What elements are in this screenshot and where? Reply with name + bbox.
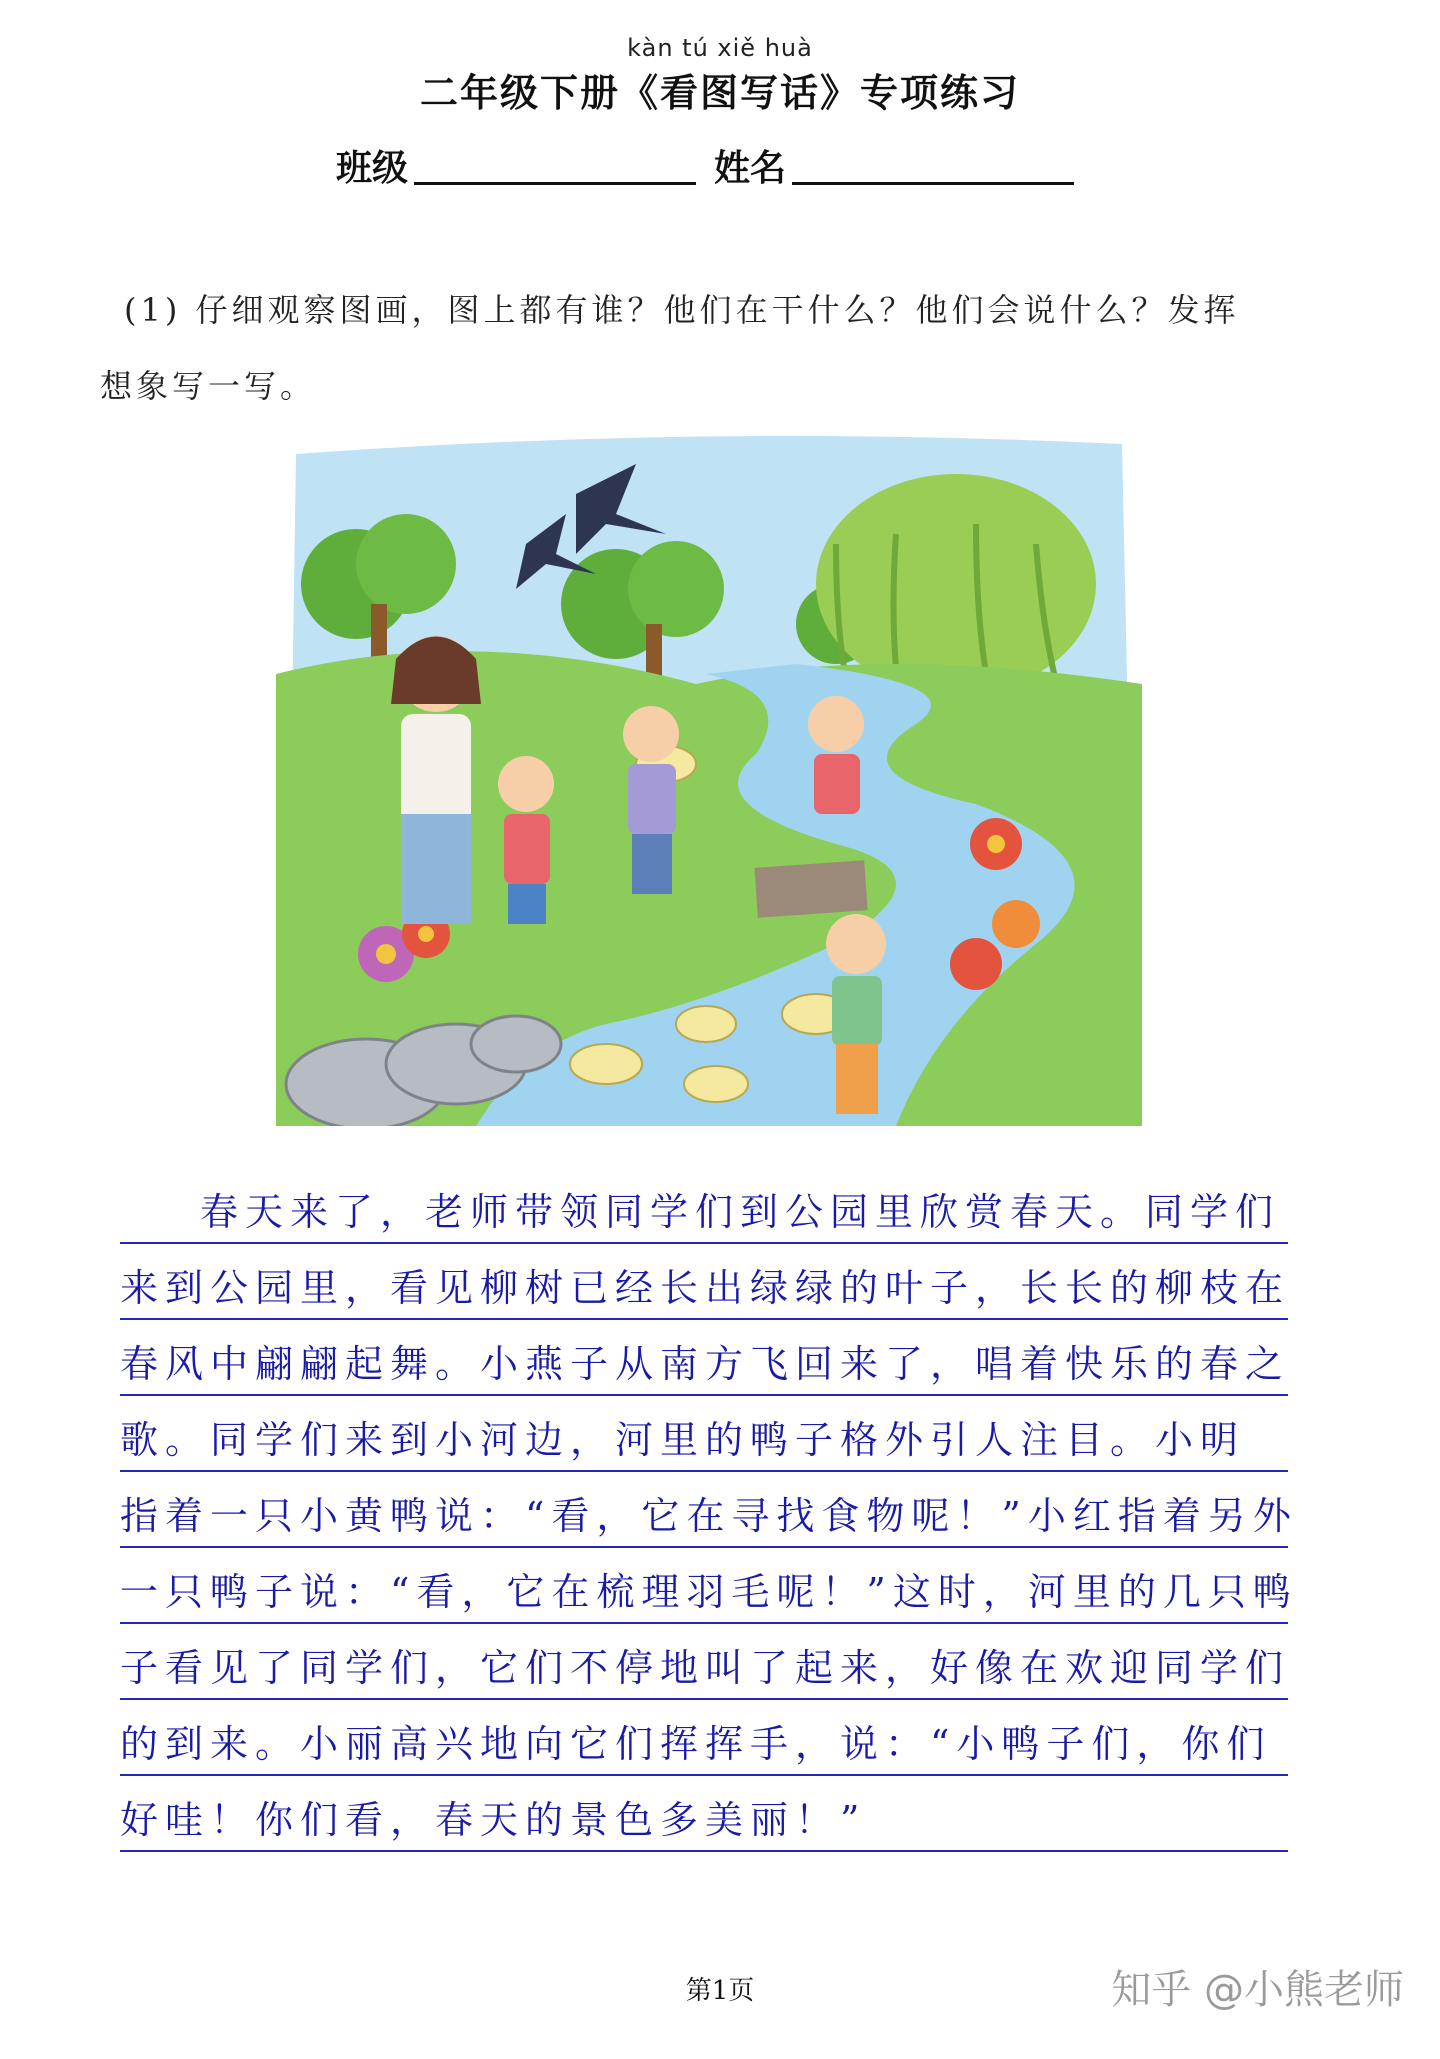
- essay-line: 春风中翩翩起舞。小燕子从南方飞回来了，唱着快乐的春之: [120, 1320, 1288, 1396]
- watermark: 知乎 @小熊老师: [1111, 1967, 1404, 2013]
- essay-line: 春天来了，老师带领同学们到公园里欣赏春天。同学们: [120, 1168, 1288, 1244]
- park-illustration: [276, 424, 1142, 1126]
- student-info-row: [336, 136, 1096, 192]
- page-title: 二年级下册《看图写话》专项练习: [419, 70, 1020, 115]
- page-number: 第1页: [685, 1976, 755, 2006]
- teacher: [391, 636, 481, 924]
- essay-line: 子看见了同学们，它们不停地叫了起来，好像在欢迎同学们: [120, 1624, 1288, 1700]
- essay-line: 指着一只小黄鸭说：“看，它在寻找食物呢！”小红指着另外: [120, 1472, 1288, 1548]
- question-line-2: 想象写一写。: [100, 367, 317, 405]
- essay-line: 的到来。小丽高兴地向它们挥挥手，说：“小鸭子们，你们: [120, 1700, 1288, 1776]
- essay-line: 来到公园里，看见柳树已经长出绿绿的叶子，长长的柳枝在: [120, 1244, 1288, 1320]
- class-label: 班级: [336, 147, 409, 189]
- class-blank[interactable]: [414, 182, 696, 185]
- title-pinyin: kàn tú xiě huà: [627, 34, 813, 62]
- essay-line: 歌。同学们来到小河边，河里的鸭子格外引人注目。小明: [120, 1396, 1288, 1472]
- name-label: 姓名: [714, 147, 787, 189]
- wooden-bridge: [754, 860, 867, 918]
- essay-answer: [120, 1168, 1298, 1852]
- name-blank[interactable]: [792, 182, 1074, 185]
- essay-line: 好哇！你们看，春天的景色多美丽！”: [120, 1776, 1288, 1852]
- essay-line: 一只鸭子说：“看，它在梳理羽毛呢！”这时，河里的几只鸭: [120, 1548, 1288, 1624]
- question-line-1: (1) 仔细观察图画，图上都有谁？他们在干什么？他们会说什么？发挥: [124, 291, 1240, 329]
